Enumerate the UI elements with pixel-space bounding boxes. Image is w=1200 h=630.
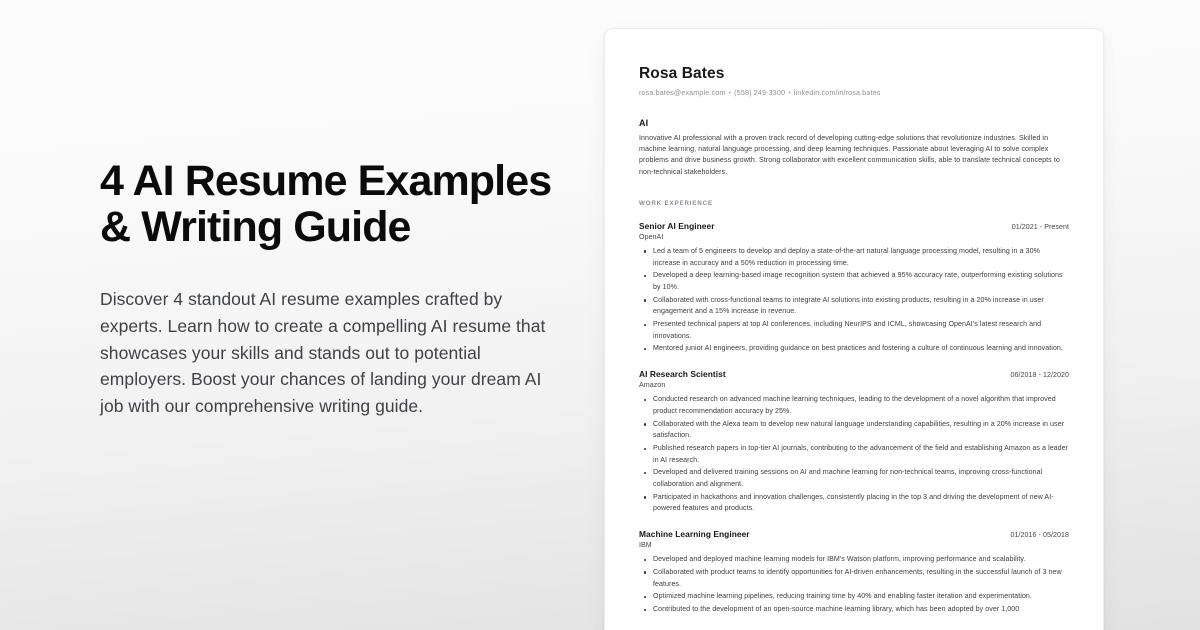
job-bullet: Contributed to the development of an open-source machine learning library, which has been adopted by over 1,000: [652, 604, 1069, 616]
resume-contact-line: [639, 89, 1069, 97]
resume-section-label-work-experience: WORK EXPERIENCE: [639, 199, 713, 207]
job-header: [639, 529, 1069, 539]
job-bullet: Led a team of 5 engineers to develop and deploy a state-of-the-art natural language processing model, resulting in a 30% increase in accuracy and a 50% reduction in processing time.: [652, 246, 1069, 269]
job-bullet: Developed and deployed machine learning models for IBM's Watson platform, improving performance and scalability.: [652, 554, 1069, 566]
resume-headline: AI: [639, 118, 649, 128]
job-bullet-list: [639, 394, 1069, 515]
resume-job-entry: [639, 221, 1069, 355]
job-bullet: Optimized machine learning pipelines, reducing training time by 40% and enabling faster iteration and experimentation.: [652, 591, 1069, 603]
job-bullet: Published research papers in top-tier AI journals, contributing to the advancement of the field and establishing Amazon as a leader in AI research.: [652, 443, 1069, 466]
job-bullet-list: [639, 246, 1069, 355]
resume-preview-card[interactable]: [604, 28, 1104, 630]
job-title: Senior AI Engineer: [639, 220, 715, 231]
job-bullet: Conducted research on advanced machine learning techniques, leading to the development of a novel algorithm that improved product recommendation accuracy by 25%.: [652, 394, 1069, 417]
job-bullet: Developed and delivered training sessions on AI and machine learning for non-technical teams, improving cross-functional collaboration and alignment.: [652, 467, 1069, 490]
promo-panel: [100, 158, 570, 420]
job-title: Machine Learning Engineer: [639, 529, 750, 540]
job-header: [639, 369, 1069, 379]
contact-phone: (558) 249-3300: [734, 89, 786, 97]
job-bullet: Collaborated with cross-functional teams to integrate AI solutions into existing products, resulting in a 20% increase in user engagement and a 15% increase in revenue.: [652, 295, 1069, 318]
resume-candidate-name: Rosa Bates: [639, 65, 725, 82]
contact-separator-1: •: [728, 89, 732, 97]
page-title: 4 AI Resume Examples & Writing Guide: [100, 157, 552, 251]
job-bullet: Presented technical papers at top AI conferences, including NeurIPS and ICML, showcasing OpenAI's latest research and innovations.: [652, 319, 1069, 342]
job-bullet-list: [639, 554, 1069, 616]
job-dates: 06/2018 - 12/2020: [1010, 371, 1069, 380]
resume-job-entry: [639, 529, 1069, 616]
contact-linkedin: linkedin.com/in/rosa.bates: [793, 89, 881, 97]
job-company: IBM: [639, 541, 652, 550]
job-dates: 01/2021 - Present: [1011, 222, 1069, 231]
job-company: Amazon: [639, 381, 666, 390]
resume-job-entry: [639, 369, 1069, 515]
job-title: AI Research Scientist: [639, 369, 726, 380]
contact-separator-2: •: [788, 89, 791, 97]
job-bullet: Mentored junior AI engineers, providing guidance on best practices and fostering a culture of continuous learning and innovation.: [652, 343, 1069, 355]
resume-summary: Innovative AI professional with a proven track record of developing cutting-edge solutions that revolutionize industries. Skilled in machine learning, natural language processing, and deep learning techniques. Passionate about leveraging AI to solve complex problems and drive business growth. Strong collaborator with excellent communication skills, able to translate technical concepts to non-technical stakeholders.: [639, 134, 1060, 176]
job-dates: 01/2016 - 05/2018: [1010, 531, 1069, 540]
job-bullet: Collaborated with the Alexa team to develop new natural language understanding capabilities, resulting in a 20% increase in user satisfaction.: [652, 419, 1069, 442]
promo-description: Discover 4 standout AI resume examples crafted by experts. Learn how to create a compelling AI resume that showcases your skills and stands out to potential employers. Boost your chances of landing your dream AI job with our comprehensive writing guide.: [100, 289, 546, 417]
contact-email: rosa.bates@example.com: [639, 89, 726, 97]
job-bullet: Developed a deep learning-based image recognition system that achieved a 95% accuracy rate, outperforming existing solutions by 10%.: [652, 270, 1069, 293]
job-bullet: Collaborated with product teams to identify opportunities for AI-driven enhancements, resulting in the successful launch of 3 new features.: [652, 567, 1069, 590]
job-bullet: Participated in hackathons and innovation challenges, consistently placing in the top 3 and driving the development of new AI-powered features and products.: [652, 492, 1069, 515]
job-header: [639, 221, 1069, 231]
job-company: OpenAI: [639, 232, 664, 241]
